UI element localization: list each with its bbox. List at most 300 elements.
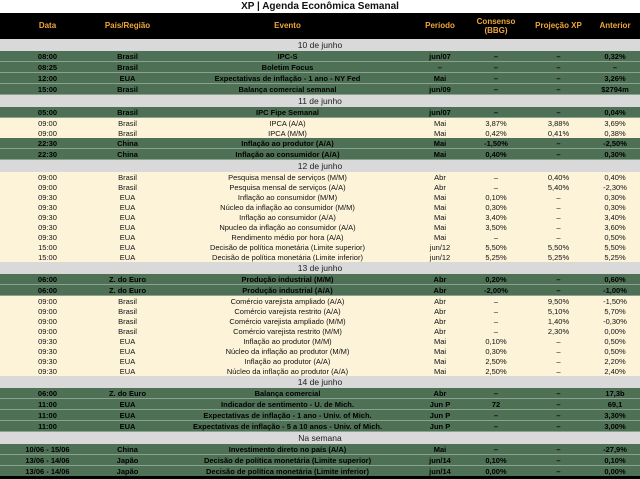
event-projection: – xyxy=(527,212,590,222)
event-name: Comércio varejista ampliado (M/M) xyxy=(160,316,415,326)
event-period: jun/14 xyxy=(415,455,465,466)
agenda-table xyxy=(0,13,640,479)
column-header-period: Período xyxy=(415,13,465,39)
event-time: 08:25 xyxy=(0,62,95,73)
event-projection: – xyxy=(527,274,590,285)
event-prior: -27,9% xyxy=(590,444,640,455)
event-region: EUA xyxy=(95,399,160,410)
event-time: 09:30 xyxy=(0,192,95,202)
section-label: Na semana xyxy=(0,432,640,445)
event-row xyxy=(0,202,640,212)
event-region: EUA xyxy=(95,336,160,346)
event-period: Abr xyxy=(415,326,465,336)
event-period: jun/14 xyxy=(415,466,465,478)
event-row xyxy=(0,118,640,129)
event-consensus: – xyxy=(465,232,527,242)
event-time: 11:00 xyxy=(0,410,95,421)
event-period: Mai xyxy=(415,444,465,455)
event-period: Jun P xyxy=(415,410,465,421)
event-consensus: – xyxy=(465,296,527,307)
event-time: 12:00 xyxy=(0,73,95,84)
event-period: Abr xyxy=(415,316,465,326)
event-time: 06:00 xyxy=(0,285,95,296)
event-consensus: -1,50% xyxy=(465,138,527,149)
event-consensus: 3,87% xyxy=(465,118,527,129)
event-row xyxy=(0,388,640,399)
event-projection: 2,30% xyxy=(527,326,590,336)
event-time: 15:00 xyxy=(0,252,95,262)
event-projection: – xyxy=(527,51,590,62)
event-prior: 0,40% xyxy=(590,172,640,182)
event-period: Mai xyxy=(415,202,465,212)
event-row xyxy=(0,128,640,138)
event-projection: – xyxy=(527,399,590,410)
event-name: Balança comercial semanal xyxy=(160,84,415,95)
event-consensus: – xyxy=(465,316,527,326)
event-consensus: 0,10% xyxy=(465,336,527,346)
event-time: 13/06 - 14/06 xyxy=(0,466,95,478)
event-period: Jun P xyxy=(415,399,465,410)
event-time: 09:30 xyxy=(0,336,95,346)
event-time: 15:00 xyxy=(0,242,95,252)
event-prior: 0,50% xyxy=(590,346,640,356)
event-time: 09:30 xyxy=(0,202,95,212)
event-projection: – xyxy=(527,455,590,466)
event-region: EUA xyxy=(95,421,160,432)
event-name: IPC Fipe Semanal xyxy=(160,107,415,118)
event-time: 09:30 xyxy=(0,366,95,376)
event-period: Mai xyxy=(415,222,465,232)
column-header-projection: Projeção XP xyxy=(527,13,590,39)
event-region: Z. do Euro xyxy=(95,388,160,399)
event-row xyxy=(0,316,640,326)
event-region: Brasil xyxy=(95,172,160,182)
event-prior: 2,20% xyxy=(590,356,640,366)
event-time: 09:00 xyxy=(0,182,95,192)
event-consensus: 2,50% xyxy=(465,366,527,376)
event-period: jun/09 xyxy=(415,84,465,95)
event-time: 09:00 xyxy=(0,296,95,307)
event-consensus: 0,20% xyxy=(465,274,527,285)
event-region: EUA xyxy=(95,192,160,202)
event-consensus: -2,00% xyxy=(465,285,527,296)
event-region: EUA xyxy=(95,202,160,212)
event-name: IPCA (M/M) xyxy=(160,128,415,138)
event-projection: – xyxy=(527,346,590,356)
event-name: Expectativas de inflação - 1 ano - NY Fed xyxy=(160,73,415,84)
event-prior: 3,60% xyxy=(590,222,640,232)
event-prior: 3,00% xyxy=(590,421,640,432)
event-consensus: 72 xyxy=(465,399,527,410)
event-consensus: 3,40% xyxy=(465,212,527,222)
event-period: Mai xyxy=(415,212,465,222)
event-row xyxy=(0,421,640,432)
event-name: Núcleo da inflação ao consumidor (M/M) xyxy=(160,202,415,212)
event-name: Inflação ao consumidor (M/M) xyxy=(160,192,415,202)
event-row xyxy=(0,232,640,242)
event-period: Abr xyxy=(415,306,465,316)
event-projection: 3,88% xyxy=(527,118,590,129)
event-name: Comércio varejista ampliado (A/A) xyxy=(160,296,415,307)
event-row xyxy=(0,410,640,421)
event-time: 09:00 xyxy=(0,306,95,316)
section-row xyxy=(0,432,640,445)
event-projection: – xyxy=(527,84,590,95)
event-row xyxy=(0,285,640,296)
event-name: IPCA (A/A) xyxy=(160,118,415,129)
event-region: Japão xyxy=(95,455,160,466)
event-projection: 5,40% xyxy=(527,182,590,192)
event-name: Comércio varejista restrito (M/M) xyxy=(160,326,415,336)
event-region: Brasil xyxy=(95,296,160,307)
event-projection: – xyxy=(527,222,590,232)
section-row xyxy=(0,376,640,388)
event-projection: – xyxy=(527,138,590,149)
event-time: 09:00 xyxy=(0,172,95,182)
event-time: 11:00 xyxy=(0,421,95,432)
event-projection: – xyxy=(527,73,590,84)
event-projection: – xyxy=(527,466,590,478)
event-prior: 5,50% xyxy=(590,242,640,252)
event-period: Abr xyxy=(415,182,465,192)
event-projection: 5,10% xyxy=(527,306,590,316)
section-label: 12 de junho xyxy=(0,160,640,173)
event-time: 09:30 xyxy=(0,222,95,232)
event-time: 09:00 xyxy=(0,316,95,326)
event-row xyxy=(0,455,640,466)
event-consensus: 0,00% xyxy=(465,466,527,478)
event-prior: -1,00% xyxy=(590,285,640,296)
event-name: Decisão de política monetária (Limite inferior) xyxy=(160,466,415,478)
event-projection: – xyxy=(527,356,590,366)
event-consensus: 0,40% xyxy=(465,149,527,160)
event-consensus: – xyxy=(465,182,527,192)
event-time: 15:00 xyxy=(0,84,95,95)
event-region: EUA xyxy=(95,242,160,252)
event-region: Z. do Euro xyxy=(95,274,160,285)
event-name: Decisão de política monetária (Limite superior) xyxy=(160,242,415,252)
event-time: 13/06 - 14/06 xyxy=(0,455,95,466)
event-prior: 0,60% xyxy=(590,274,640,285)
event-row xyxy=(0,182,640,192)
event-period: Jun P xyxy=(415,421,465,432)
column-header-consensus xyxy=(465,13,527,39)
event-period: Mai xyxy=(415,149,465,160)
event-period: Mai xyxy=(415,73,465,84)
event-prior: 0,00% xyxy=(590,466,640,478)
event-period: Abr xyxy=(415,172,465,182)
event-row xyxy=(0,242,640,252)
event-region: Brasil xyxy=(95,62,160,73)
event-name: Inflação ao produtor (A/A) xyxy=(160,138,415,149)
event-period: Mai xyxy=(415,118,465,129)
column-header-prior: Anterior xyxy=(590,13,640,39)
event-projection: 9,50% xyxy=(527,296,590,307)
event-prior: 0,32% xyxy=(590,51,640,62)
report-title: XP | Agenda Econômica Semanal xyxy=(241,1,399,12)
event-projection: 5,50% xyxy=(527,242,590,252)
event-consensus: – xyxy=(465,326,527,336)
event-period: jun/12 xyxy=(415,242,465,252)
event-time: 06:00 xyxy=(0,388,95,399)
event-name: Produção industrial (A/A) xyxy=(160,285,415,296)
event-name: Expectativas de inflação - 1 ano - Univ. of Mich. xyxy=(160,410,415,421)
event-prior: 0,04% xyxy=(590,107,640,118)
event-projection: 0,40% xyxy=(527,172,590,182)
event-name: Inflação ao consumidor (A/A) xyxy=(160,212,415,222)
event-region: China xyxy=(95,444,160,455)
event-time: 09:30 xyxy=(0,356,95,366)
event-region: Brasil xyxy=(95,118,160,129)
event-projection: – xyxy=(527,232,590,242)
event-row xyxy=(0,399,640,410)
event-row xyxy=(0,326,640,336)
event-period: Abr xyxy=(415,285,465,296)
event-row xyxy=(0,466,640,478)
event-name: IPC-S xyxy=(160,51,415,62)
event-region: EUA xyxy=(95,232,160,242)
event-time: 09:30 xyxy=(0,212,95,222)
event-time: 10/06 - 15/06 xyxy=(0,444,95,455)
event-time: 22:30 xyxy=(0,138,95,149)
event-prior: 0,30% xyxy=(590,192,640,202)
event-period: Abr xyxy=(415,274,465,285)
event-name: Pesquisa mensal de serviços (A/A) xyxy=(160,182,415,192)
event-row xyxy=(0,212,640,222)
event-prior: 0,50% xyxy=(590,232,640,242)
event-projection: – xyxy=(527,388,590,399)
event-consensus: – xyxy=(465,172,527,182)
event-name: Núcleo da inflação ao produtor (M/M) xyxy=(160,346,415,356)
event-projection: 1,40% xyxy=(527,316,590,326)
event-period: Mai xyxy=(415,346,465,356)
event-projection: 5,25% xyxy=(527,252,590,262)
consensus-label-line1: Consenso xyxy=(476,16,516,26)
event-row xyxy=(0,62,640,73)
event-region: Brasil xyxy=(95,316,160,326)
event-prior: 0,00% xyxy=(590,326,640,336)
consensus-label-line2: (BBG) xyxy=(484,26,508,35)
event-time: 09:00 xyxy=(0,118,95,129)
event-name: Decisão de política monetária (Limite inferior) xyxy=(160,252,415,262)
event-row xyxy=(0,149,640,160)
event-row xyxy=(0,274,640,285)
event-consensus: – xyxy=(465,306,527,316)
event-prior: 3,40% xyxy=(590,212,640,222)
event-region: EUA xyxy=(95,222,160,232)
event-name: Rendimento médio por hora (A/A) xyxy=(160,232,415,242)
event-region: Brasil xyxy=(95,84,160,95)
event-time: 11:00 xyxy=(0,399,95,410)
event-region: Brasil xyxy=(95,107,160,118)
event-region: EUA xyxy=(95,212,160,222)
event-prior: -1,50% xyxy=(590,296,640,307)
event-region: Brasil xyxy=(95,51,160,62)
event-prior: 3,69% xyxy=(590,118,640,129)
event-region: Z. do Euro xyxy=(95,285,160,296)
event-consensus: 0,30% xyxy=(465,202,527,212)
event-prior: 17,3b xyxy=(590,388,640,399)
column-header-region: País/Região xyxy=(95,13,160,39)
event-consensus: 3,50% xyxy=(465,222,527,232)
event-region: EUA xyxy=(95,346,160,356)
event-time: 06:00 xyxy=(0,274,95,285)
event-name: Indicador de sentimento - U. de Mich. xyxy=(160,399,415,410)
event-consensus: 5,50% xyxy=(465,242,527,252)
event-period: jun/12 xyxy=(415,252,465,262)
event-consensus: – xyxy=(465,73,527,84)
event-projection: – xyxy=(527,149,590,160)
event-time: 09:30 xyxy=(0,232,95,242)
event-name: Boletim Focus xyxy=(160,62,415,73)
event-name: Balança comercial xyxy=(160,388,415,399)
event-period: jun/07 xyxy=(415,51,465,62)
event-name: Pesquisa mensal de serviços (M/M) xyxy=(160,172,415,182)
event-time: 05:00 xyxy=(0,107,95,118)
event-prior: 69,1 xyxy=(590,399,640,410)
column-header-event: Evento xyxy=(160,13,415,39)
event-name: Inflação ao produtor (M/M) xyxy=(160,336,415,346)
event-time: 22:30 xyxy=(0,149,95,160)
event-consensus: – xyxy=(465,410,527,421)
section-label: 14 de junho xyxy=(0,376,640,388)
event-projection: – xyxy=(527,62,590,73)
section-row xyxy=(0,160,640,173)
event-consensus: 0,10% xyxy=(465,192,527,202)
event-row xyxy=(0,346,640,356)
agenda-body xyxy=(0,39,640,478)
event-row xyxy=(0,356,640,366)
event-region: EUA xyxy=(95,410,160,421)
event-row xyxy=(0,138,640,149)
event-name: Inflação ao produtor (A/A) xyxy=(160,356,415,366)
section-row xyxy=(0,262,640,274)
event-region: Brasil xyxy=(95,128,160,138)
event-name: Decisão de política monetária (Limite superior) xyxy=(160,455,415,466)
event-region: EUA xyxy=(95,73,160,84)
event-period: Abr xyxy=(415,296,465,307)
event-region: Japão xyxy=(95,466,160,478)
event-period: Mai xyxy=(415,356,465,366)
event-row xyxy=(0,84,640,95)
event-prior: 3,30% xyxy=(590,410,640,421)
event-prior: 5,70% xyxy=(590,306,640,316)
event-projection: – xyxy=(527,421,590,432)
event-row xyxy=(0,366,640,376)
event-name: Inflação ao consumidor (A/A) xyxy=(160,149,415,160)
event-prior: $2794m xyxy=(590,84,640,95)
event-projection: – xyxy=(527,444,590,455)
event-consensus: – xyxy=(465,51,527,62)
event-prior: 5,25% xyxy=(590,252,640,262)
event-consensus: 5,25% xyxy=(465,252,527,262)
section-label: 10 de junho xyxy=(0,39,640,51)
event-prior: 0,30% xyxy=(590,149,640,160)
event-consensus: 0,10% xyxy=(465,455,527,466)
event-prior: 3,26% xyxy=(590,73,640,84)
table-header xyxy=(0,13,640,39)
event-consensus: – xyxy=(465,388,527,399)
event-projection: – xyxy=(527,410,590,421)
section-row xyxy=(0,95,640,108)
event-region: Brasil xyxy=(95,182,160,192)
event-consensus: 0,30% xyxy=(465,346,527,356)
event-projection: – xyxy=(527,366,590,376)
event-consensus: 2,50% xyxy=(465,356,527,366)
event-row xyxy=(0,222,640,232)
event-prior: 0,38% xyxy=(590,128,640,138)
section-label: 11 de junho xyxy=(0,95,640,108)
event-consensus: – xyxy=(465,421,527,432)
event-region: China xyxy=(95,138,160,149)
event-consensus: – xyxy=(465,84,527,95)
event-row xyxy=(0,336,640,346)
event-row xyxy=(0,51,640,62)
event-prior: 0,10% xyxy=(590,455,640,466)
event-name: Comércio varejista restrito (A/A) xyxy=(160,306,415,316)
event-row xyxy=(0,444,640,455)
event-region: EUA xyxy=(95,252,160,262)
event-row xyxy=(0,306,640,316)
event-prior: 0,30% xyxy=(590,202,640,212)
event-name: Npucleo da inflação ao consumidor (A/A) xyxy=(160,222,415,232)
event-projection: 0,41% xyxy=(527,128,590,138)
event-period: Abr xyxy=(415,388,465,399)
event-row xyxy=(0,192,640,202)
event-region: Brasil xyxy=(95,306,160,316)
column-header-data: Data xyxy=(0,13,95,39)
event-name: Investimento direto no país (A/A) xyxy=(160,444,415,455)
event-prior: -0,30% xyxy=(590,316,640,326)
event-projection: – xyxy=(527,336,590,346)
event-name: Produção industrial (M/M) xyxy=(160,274,415,285)
event-consensus: – xyxy=(465,62,527,73)
event-prior: 2,40% xyxy=(590,366,640,376)
event-period: Mai xyxy=(415,128,465,138)
event-name: Núcleo da inflação ao produtor (A/A) xyxy=(160,366,415,376)
event-consensus: – xyxy=(465,444,527,455)
event-projection: – xyxy=(527,192,590,202)
event-projection: – xyxy=(527,285,590,296)
event-period: Mai xyxy=(415,138,465,149)
event-row xyxy=(0,73,640,84)
event-consensus: – xyxy=(465,107,527,118)
event-row xyxy=(0,296,640,307)
section-label: 13 de junho xyxy=(0,262,640,274)
section-row xyxy=(0,39,640,51)
event-row xyxy=(0,107,640,118)
event-row xyxy=(0,252,640,262)
event-row xyxy=(0,172,640,182)
event-prior: -2,50% xyxy=(590,138,640,149)
event-projection: – xyxy=(527,202,590,212)
event-period: Mai xyxy=(415,192,465,202)
event-period: Mai xyxy=(415,336,465,346)
event-time: 09:00 xyxy=(0,128,95,138)
event-region: China xyxy=(95,149,160,160)
event-consensus: 0,42% xyxy=(465,128,527,138)
event-projection: – xyxy=(527,107,590,118)
event-time: 09:00 xyxy=(0,326,95,336)
event-region: EUA xyxy=(95,356,160,366)
event-region: EUA xyxy=(95,366,160,376)
event-region: Brasil xyxy=(95,326,160,336)
event-period: – xyxy=(415,62,465,73)
event-period: Mai xyxy=(415,232,465,242)
event-time: 08:00 xyxy=(0,51,95,62)
event-period: Mai xyxy=(415,366,465,376)
event-name: Expectativas de inflação - 5 a 10 anos - Univ. of Mich. xyxy=(160,421,415,432)
